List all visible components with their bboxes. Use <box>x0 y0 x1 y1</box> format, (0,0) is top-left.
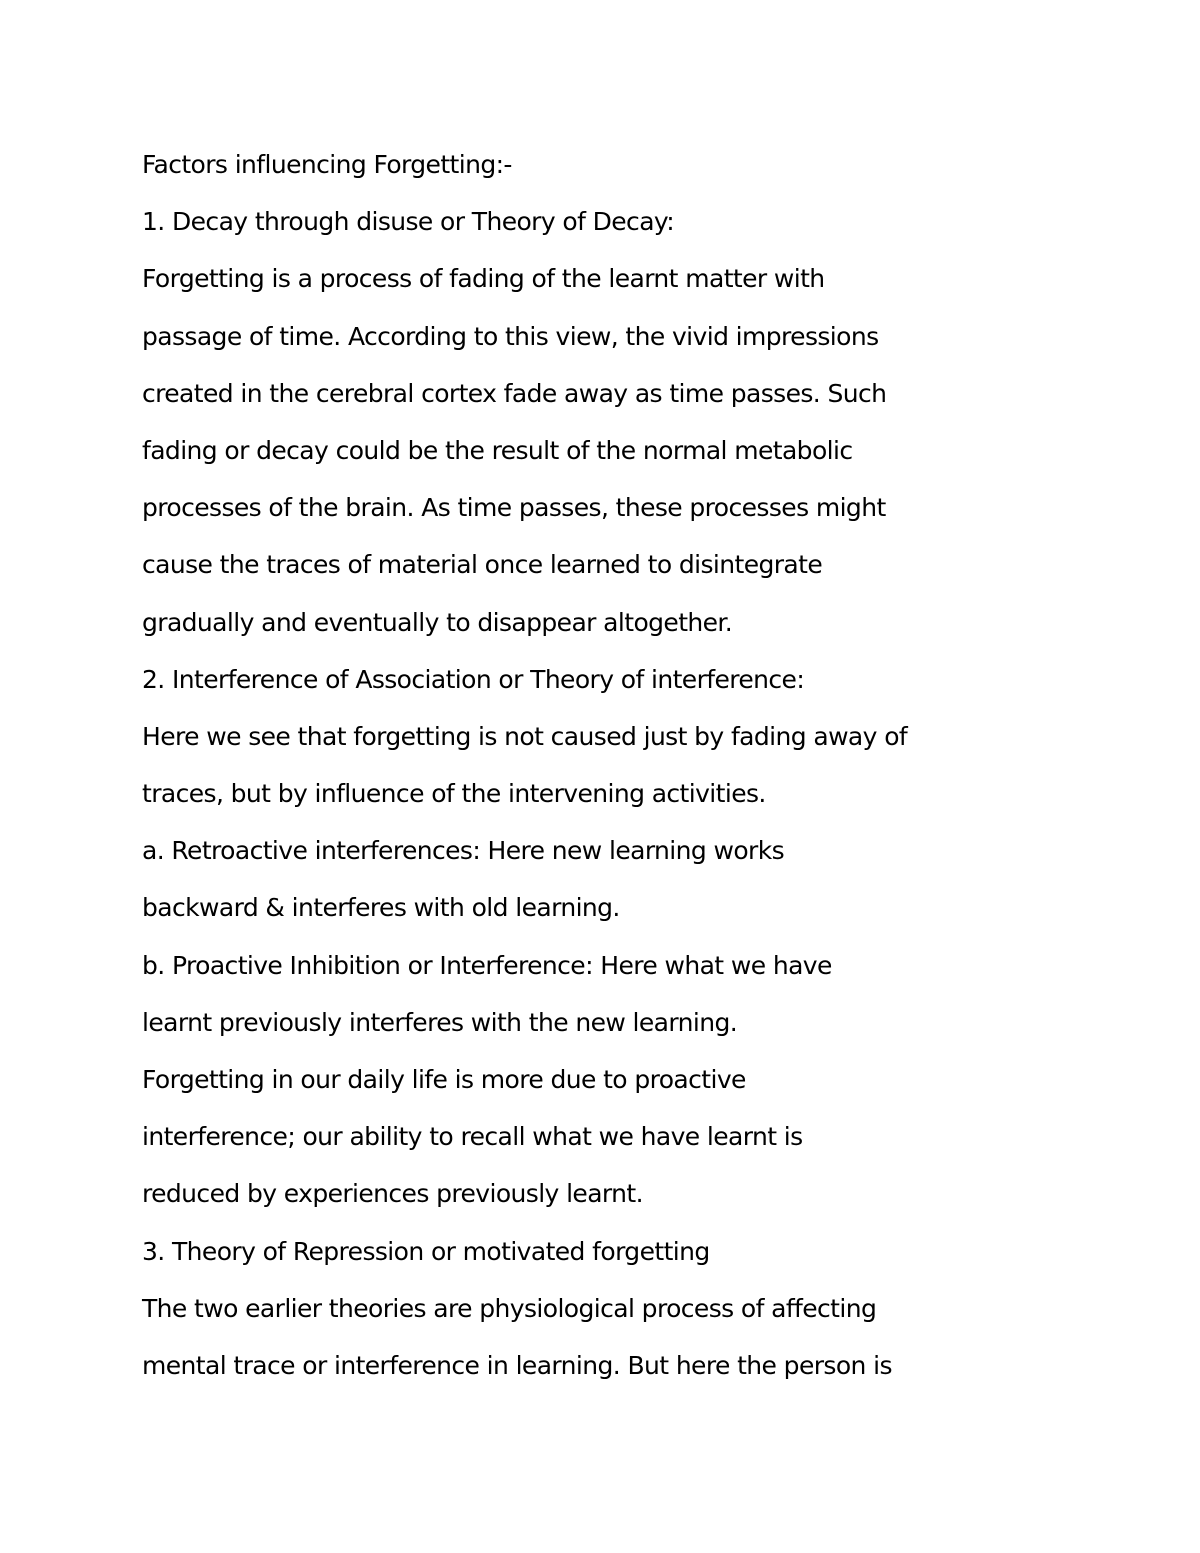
text-line: interference; our ability to recall what we have learnt is <box>142 1122 803 1152</box>
text-line: passage of time. According to this view, the vivid impressions <box>142 321 879 351</box>
text-line: fading or decay could be the result of the normal metabolic <box>142 435 853 465</box>
text-line: Forgetting in our daily life is more due to proactive <box>142 1065 746 1094</box>
text-line: The two earlier theories are physiological process of affecting <box>142 1293 877 1323</box>
text-line: Forgetting is a process of fading of the learnt matter with <box>142 264 825 294</box>
text-line: traces, but by influence of the intervening activities. <box>142 779 766 809</box>
text-line: learnt previously interferes with the new learning. <box>142 1007 738 1037</box>
section-heading-interference: 2. Interference of Association or Theory of interference: <box>142 664 805 694</box>
text-line: reduced by experiences previously learnt. <box>142 1179 643 1209</box>
list-item-retroactive: a. Retroactive interferences: Here new learning works <box>142 836 785 866</box>
list-item-proactive: b. Proactive Inhibition or Interference: Here what we have <box>142 950 832 980</box>
text-line: cause the traces of material once learned to disintegrate <box>142 550 823 580</box>
text-line: gradually and eventually to disappear altogether. <box>142 607 733 637</box>
document-title: Factors influencing Forgetting:- <box>142 150 512 179</box>
text-line: processes of the brain. As time passes, these processes might <box>142 493 886 523</box>
text-line: created in the cerebral cortex fade away as time passes. Such <box>142 378 887 408</box>
section-heading-decay: 1. Decay through disuse or Theory of Decay: <box>142 207 675 237</box>
document-body <box>142 143 1102 1401</box>
section-heading-repression: 3. Theory of Repression or motivated forgetting <box>142 1236 710 1266</box>
text-line: mental trace or interference in learning. But here the person is <box>142 1350 892 1380</box>
text-line: Here we see that forgetting is not caused just by fading away of <box>142 721 908 751</box>
text-line: backward & interferes with old learning. <box>142 893 620 923</box>
